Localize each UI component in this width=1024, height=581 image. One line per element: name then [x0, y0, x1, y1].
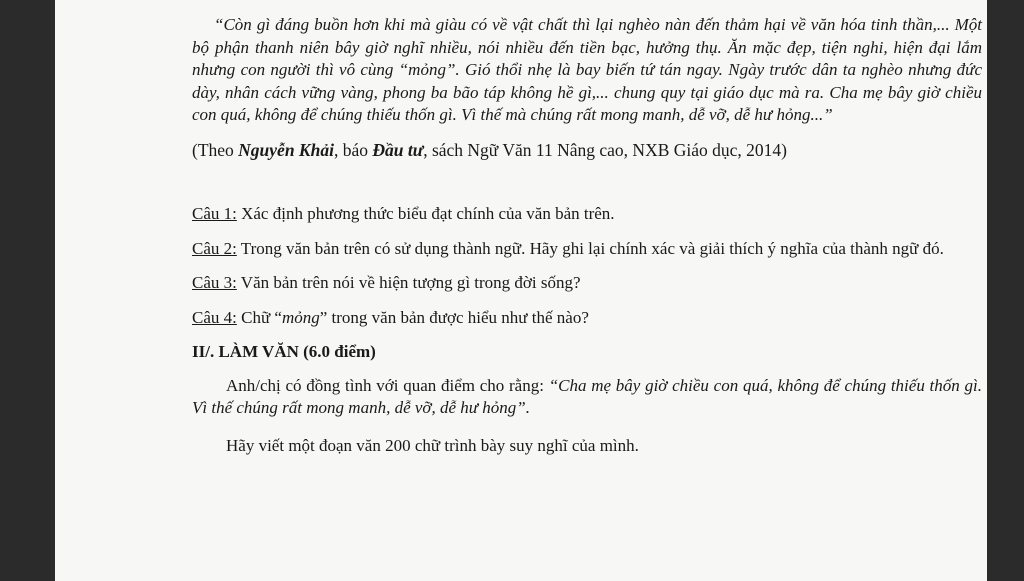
question-text: Văn bản trên nói về hiện tượng gì trong đời sống?	[236, 273, 581, 292]
source-citation: (Theo Nguyễn Khải, báo Đầu tư, sách Ngữ Văn 11 Nâng cao, NXB Giáo dục, 2014)	[192, 139, 787, 160]
quote-paragraph	[192, 14, 982, 127]
source-newspaper: Đầu tư	[372, 139, 424, 160]
question-text: Xác định phương thức biểu đạt chính của văn bản trên.	[236, 204, 615, 223]
source-author: Nguyễn Khải	[238, 139, 334, 160]
question-2	[192, 238, 982, 261]
question-label: Câu 4:	[192, 307, 237, 327]
essay-prompt: Anh/chị có đồng tình với quan điểm cho rằng: “Cha mẹ bây giờ chiều con quá, không để chúng thiếu thốn gì. Vì thế chúng rất mong manh, dễ vỡ, dễ hư hỏng”.	[192, 375, 982, 417]
question-label: Câu 1:	[192, 204, 237, 223]
question-4: Câu 4: Chữ “mỏng” trong văn bản được hiểu như thế nào?	[192, 307, 589, 327]
quote-text: “Còn gì đáng buồn hơn khi mà giàu có về vật chất thì lại nghèo nàn đến thảm hại về văn hóa tinh thần,... Một bộ phận thanh niên bây giờ nghĩ nhiều, nói nhiều đến tiền bạc, hưởng thụ. Ăn mặc đẹp, tiện nghi, hiện đại lắm nhưng con người thì vô cùng “mỏng”. Gió thổi nhẹ là bay biến tứ tán ngay. Ngày trước dân ta nghèo nhưng đức dày, nhân cách vững vàng, phong ba bão táp không hề gì,... chung quy tại giáo dục mà ra. Cha mẹ bây giờ chiều con quá, không để chúng thiếu thốn gì. Vì thế mà chúng rất mong manh, dễ vỡ, dễ hư hỏng...”	[192, 15, 982, 124]
essay-instruction: Hãy viết một đoạn văn 200 chữ trình bày suy nghĩ của mình.	[226, 435, 639, 455]
page-content	[192, 14, 982, 457]
document-page	[55, 0, 987, 581]
question-italic-word: mỏng	[281, 307, 320, 327]
question-3	[192, 272, 982, 295]
section-heading: II/. LÀM VĂN (6.0 điểm)	[192, 342, 376, 361]
question-label: Câu 3:	[192, 273, 237, 292]
question-label: Câu 2:	[192, 238, 237, 258]
essay-quote: “Cha mẹ bây giờ chiều con quá, không để chúng thiếu thốn gì. Vì thế chúng rất mong manh, dễ vỡ, dễ hư hỏng”.	[192, 375, 982, 417]
question-text: Trong văn bản trên có sử dụng thành ngữ. Hãy ghi lại chính xác và giải thích ý nghĩa của thành ngữ đó.	[236, 238, 944, 258]
question-1	[192, 203, 982, 226]
